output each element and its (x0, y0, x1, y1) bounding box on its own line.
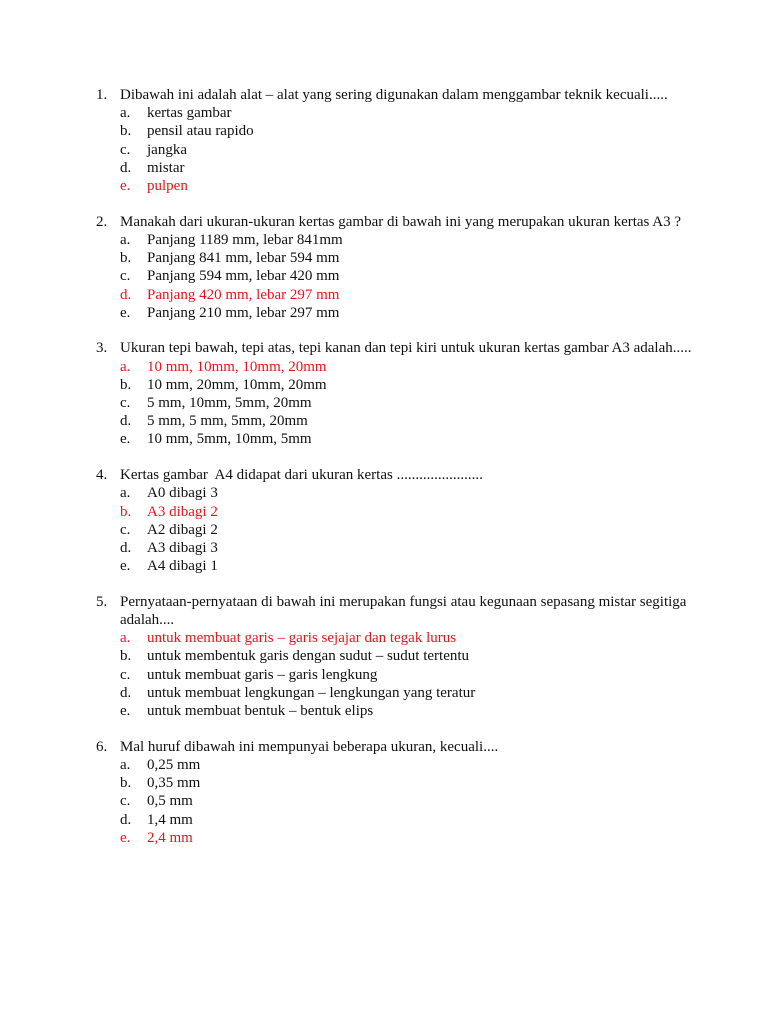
option-c (96, 521, 696, 539)
option-letter: a. (120, 630, 131, 647)
question-4 (96, 466, 696, 575)
question-3 (96, 339, 696, 448)
option-a (96, 231, 696, 249)
option-e (96, 304, 696, 322)
option-letter: e. (120, 703, 131, 720)
option-text: A0 dibagi 3 (147, 485, 218, 502)
option-text: A2 dibagi 2 (147, 521, 218, 538)
option-list (96, 358, 696, 449)
option-c (96, 141, 696, 159)
question-stem (96, 738, 696, 756)
question-5 (96, 593, 696, 720)
option-letter: d. (120, 159, 132, 176)
option-text: 2,4 mm (147, 829, 193, 846)
option-letter: c. (120, 395, 131, 412)
option-text: untuk membuat bentuk – bentuk elips (147, 703, 374, 720)
option-d (96, 684, 696, 702)
question-number: 5. (96, 593, 108, 610)
question-text: Mal huruf dibawah ini mempunyai beberapa ukuran, kecuali.... (120, 738, 499, 755)
question-stem (96, 466, 696, 484)
option-e (96, 702, 696, 720)
option-text: pulpen (147, 178, 188, 195)
option-letter: e. (120, 178, 131, 195)
option-text: 10 mm, 5mm, 10mm, 5mm (147, 431, 312, 448)
option-letter: d. (120, 286, 132, 303)
option-text: 5 mm, 10mm, 5mm, 20mm (147, 395, 312, 412)
option-letter: a. (120, 231, 131, 248)
option-letter: d. (120, 413, 132, 430)
option-text: Panjang 841 mm, lebar 594 mm (147, 250, 340, 267)
option-e (96, 177, 696, 195)
option-letter: c. (120, 141, 131, 158)
option-text: A4 dibagi 1 (147, 558, 218, 575)
question-number: 4. (96, 467, 108, 484)
option-letter: d. (120, 811, 132, 828)
question-number: 6. (96, 738, 108, 755)
option-letter: b. (120, 775, 132, 792)
question-stem (96, 593, 696, 629)
option-list (96, 231, 696, 322)
option-letter: a. (120, 757, 131, 773)
option-text: mistar (147, 159, 185, 176)
option-d (96, 811, 696, 829)
option-text: 0,25 mm (147, 757, 201, 773)
option-e (96, 829, 696, 847)
option-text: untuk membuat lengkungan – lengkungan yang teratur (147, 684, 476, 701)
option-text: 5 mm, 5 mm, 5mm, 20mm (147, 413, 308, 430)
option-d (96, 159, 696, 177)
option-b (96, 249, 696, 267)
option-a (96, 484, 696, 502)
option-b (96, 376, 696, 394)
option-text: Panjang 594 mm, lebar 420 mm (147, 268, 340, 285)
option-a (96, 358, 696, 376)
question-number: 2. (96, 213, 108, 230)
option-a (96, 104, 696, 122)
question-text: Ukuran tepi bawah, tepi atas, tepi kanan dan tepi kiri untuk ukuran kertas gambar A3 adalah..... (120, 340, 692, 357)
option-text: jangka (147, 141, 187, 158)
option-letter: a. (120, 485, 131, 502)
option-text: Panjang 210 mm, lebar 297 mm (147, 304, 340, 321)
option-letter: b. (120, 123, 132, 140)
option-text: untuk membentuk garis dengan sudut – sudut tertentu (147, 648, 470, 665)
option-letter: b. (120, 648, 132, 665)
option-b (96, 503, 696, 521)
question-stem (96, 213, 696, 231)
option-text: kertas gambar (147, 105, 232, 122)
question-list (96, 86, 696, 865)
option-c (96, 792, 696, 810)
option-letter: d. (120, 684, 132, 701)
option-d (96, 286, 696, 304)
option-c (96, 267, 696, 285)
option-c (96, 666, 696, 684)
option-text: 10 mm, 20mm, 10mm, 20mm (147, 376, 327, 393)
question-number: 1. (96, 87, 108, 103)
option-b (96, 774, 696, 792)
question-text: Dibawah ini adalah alat – alat yang sering digunakan dalam menggambar teknik kecuali..... (120, 87, 668, 103)
option-letter: e. (120, 558, 131, 575)
question-text: Manakah dari ukuran-ukuran kertas gambar di bawah ini yang merupakan ukuran kertas A3 ? (120, 213, 682, 230)
option-d (96, 539, 696, 557)
option-letter: e. (120, 431, 131, 448)
option-d (96, 412, 696, 430)
option-text: 0,5 mm (147, 793, 193, 810)
option-e (96, 430, 696, 448)
option-letter: d. (120, 539, 132, 556)
option-letter: e. (120, 304, 131, 321)
option-list (96, 629, 696, 720)
option-list (96, 756, 696, 847)
option-letter: b. (120, 250, 132, 267)
option-text: untuk membuat garis – garis lengkung (147, 666, 378, 683)
option-c (96, 394, 696, 412)
question-2 (96, 213, 696, 322)
option-text: Panjang 1189 mm, lebar 841mm (147, 231, 343, 248)
option-b (96, 647, 696, 665)
option-text: A3 dibagi 3 (147, 539, 218, 556)
option-letter: c. (120, 793, 131, 810)
option-letter: c. (120, 268, 131, 285)
option-letter: b. (120, 376, 132, 393)
question-text: Pernyataan-pernyataan di bawah ini merupakan fungsi atau kegunaan sepasang mistar segitiga adalah.... (120, 593, 687, 629)
question-6 (96, 738, 696, 847)
option-a (96, 756, 696, 774)
question-text: Kertas gambar A4 didapat dari ukuran kertas ....................... (120, 467, 483, 484)
option-letter: b. (120, 503, 132, 520)
option-text: A3 dibagi 2 (147, 503, 218, 520)
option-text: 1,4 mm (147, 811, 193, 828)
option-letter: a. (120, 105, 131, 122)
question-1 (96, 86, 696, 195)
question-stem (96, 86, 696, 104)
option-a (96, 629, 696, 647)
option-text: untuk membuat garis – garis sejajar dan tegak lurus (147, 630, 457, 647)
option-letter: c. (120, 521, 131, 538)
option-text: Panjang 420 mm, lebar 297 mm (147, 286, 340, 303)
option-list (96, 484, 696, 575)
option-letter: c. (120, 666, 131, 683)
option-letter: e. (120, 829, 131, 846)
option-e (96, 557, 696, 575)
option-text: 10 mm, 10mm, 10mm, 20mm (147, 358, 327, 375)
question-number: 3. (96, 340, 108, 357)
question-stem (96, 339, 696, 357)
option-list (96, 104, 696, 195)
option-b (96, 122, 696, 140)
option-text: 0,35 mm (147, 775, 201, 792)
option-text: pensil atau rapido (147, 123, 254, 140)
option-letter: a. (120, 358, 131, 375)
